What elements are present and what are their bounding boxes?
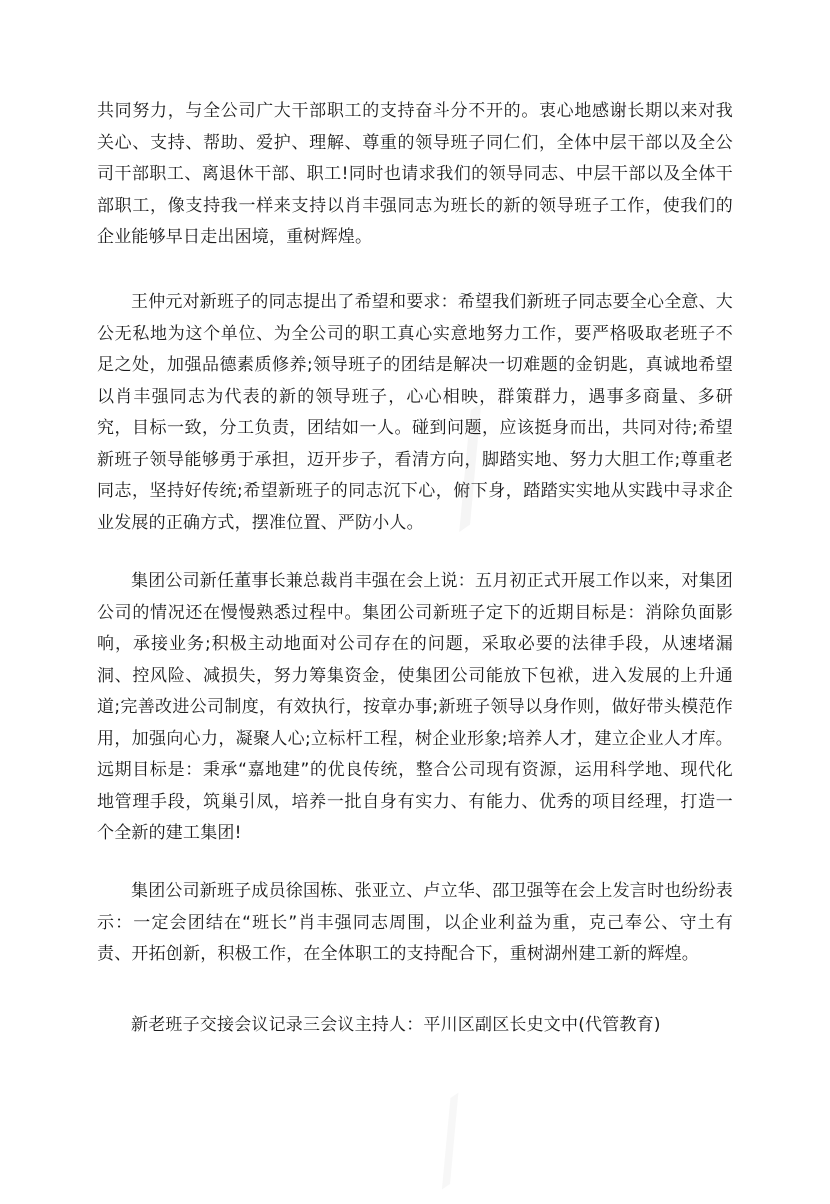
paragraph-3: 集团公司新任董事长兼总裁肖丰强在会上说：五月初正式开展工作以来，对集团公司的情况还在慢慢熟悉过程中。集团公司新班子定下的近期目标是：消除负面影响，承接业务;积极主动地面对公司存在的问题，采取必要的法律手段，从速堵漏洞、控风险、减损失，努力筹集资金，使集团公司能放下包袱，进入发展的上升通道;完善改进公司制度，有效执行，按章办事;新班子领导以身作则，做好带头模范作用，加强向心力，凝聚人心;立标杆工程，树企业形象;培养人才，建立企业人才库。远期目标是：秉承“嘉地建”的优良传统，整合公司现有资源，运用科学地、现代化地管理手段，筑巢引凤，培养一批自身有实力、有能力、优秀的项目经理，打造一个全新的建工集团! — [97, 571, 733, 843]
paragraph-2: 王仲元对新班子的同志提出了希望和要求：希望我们新班子同志要全心全意、大公无私地为这个单位、为全公司的职工真心实意地努力工作，要严格吸取老班子不足之处，加强品德素质修养;领导班子的团结是解决一切难题的金钥匙，真诚地希望以肖丰强同志为代表的新的领导班子，心心相映，群策群力，遇事多商量、多研究，目标一致，分工负责，团结如一人。碰到问题，应该挺身而出，共同对待;希望新班子领导能够勇于承担，迈开步子，看清方向，脚踏实地、努力大胆工作;尊重老同志，坚持好传统;希望新班子的同志沉下心，俯下身，踏踏实实地从实践中寻求企业发展的正确方式，摆准位置、严防小人。 — [97, 292, 733, 533]
paragraph-4: 集团公司新班子成员徐国栋、张亚立、卢立华、邵卫强等在会上发言时也纷纷表示：一定会团结在“班长”肖丰强同志周围，以企业利益为重，克己奉公、守土有责、开拓创新，积极工作，在全体职工的支持配合下，重树湖州建工新的辉煌。 — [97, 881, 733, 964]
watermark: ⟋ — [397, 388, 546, 551]
paragraph-5: 新老班子交接会议记录三会议主持人：平川区副区长史文中(代管教育) — [131, 1015, 661, 1035]
watermark-bottom: ⟋ — [395, 1081, 508, 1204]
paragraph-1: 共同努力，与全公司广大干部职工的支持奋斗分不开的。衷心地感谢长期以来对我关心、支持、帮助、爱护、理解、尊重的领导班子同仁们，全体中层干部以及全公司干部职工、离退休干部、职工!同时也请求我们的领导同志、中层干部以及全体干部职工，像支持我一样来支持以肖丰强同志为班长的新的领导班子工作，使我们的企业能够早日走出困境，重树辉煌。 — [97, 101, 733, 247]
